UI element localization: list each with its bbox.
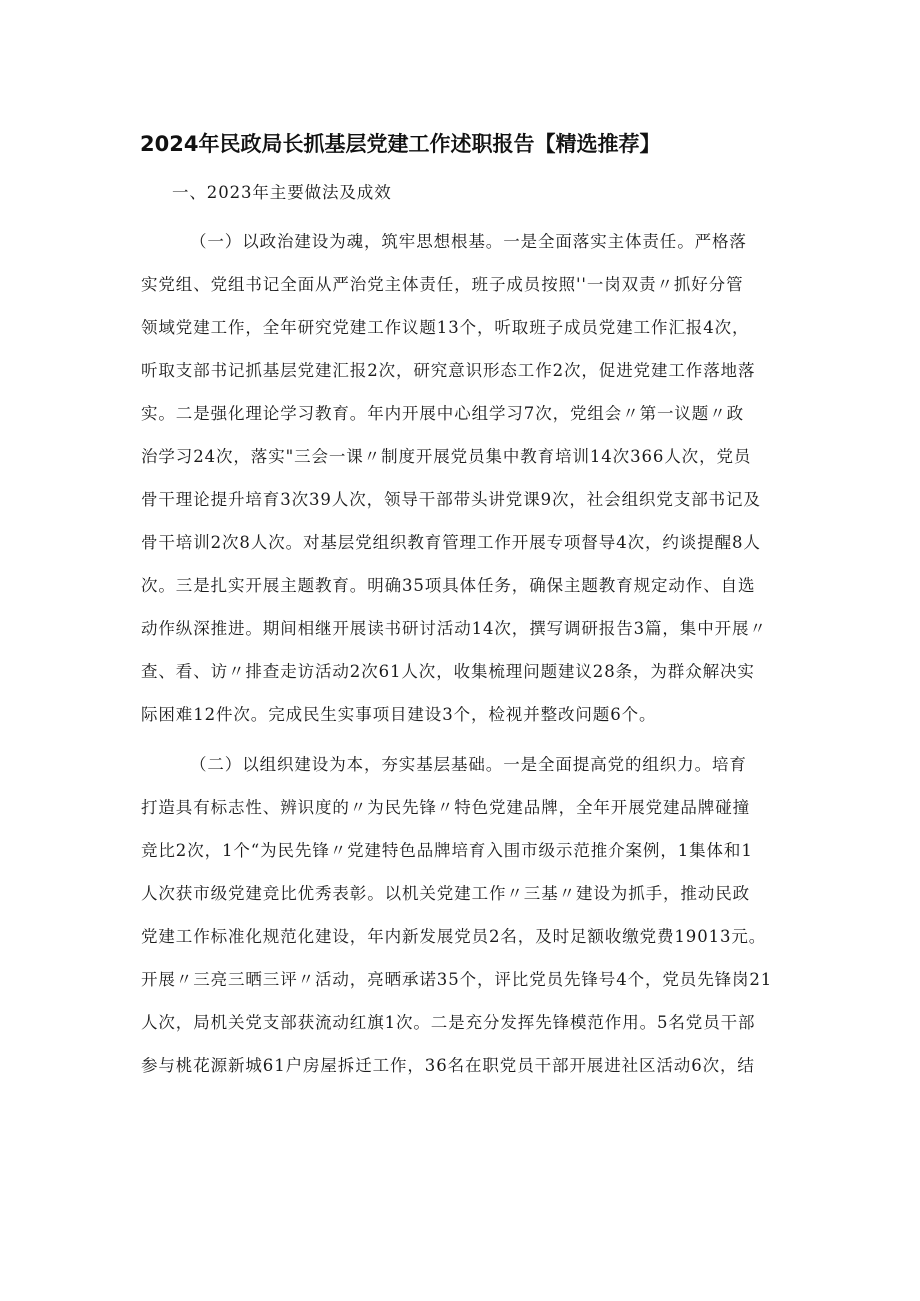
paragraph-line: 领域党建工作，全年研究党建工作议题13个，听取班子成员党建工作汇报4次， xyxy=(141,318,750,337)
paragraph-line: 次。三是扎实开展主题教育。明确35项具体任务，确保主题教育规定动作、自选 xyxy=(141,576,756,595)
paragraph-line: 人次获市级党建竞比优秀表彰。以机关党建工作〃三基〃建设为抓手，推动民政 xyxy=(141,884,750,903)
paragraph-line: 打造具有标志性、辨识度的〃为民先锋〃特色党建品牌，全年开展党建品牌碰撞 xyxy=(141,798,750,817)
paragraph-line: 骨干理论提升培育3次39人次，领导干部带头讲党课9次，社会组织党支部书记及 xyxy=(141,490,761,509)
paragraph-line: 治学习24次，落实"三会一课〃制度开展党员集中教育培训14次366人次，党员 xyxy=(141,447,752,466)
paragraph-line: 参与桃花源新城61户房屋拆迁工作，36名在职党员干部开展进社区活动6次，结 xyxy=(141,1056,755,1075)
paragraph-line: 骨干培训2次8人次。对基层党组织教育管理工作开展专项督导4次，约谈提醒8人 xyxy=(141,533,761,552)
paragraph-line: （二）以组织建设为本，夯实基层基础。一是全面提高党的组织力。培育 xyxy=(190,755,747,774)
paragraph-line: 际困难12件次。完成民生实事项目建设3个，检视并整改问题6个。 xyxy=(141,705,657,724)
paragraph-line: （一）以政治建设为魂，筑牢思想根基。一是全面落实主体责任。严格落 xyxy=(190,232,747,251)
paragraph-line: 竞比2次，1个“为民先锋〃党建特色品牌培育入围市级示范推介案例，1集体和1 xyxy=(141,841,753,860)
paragraph-line: 开展〃三亮三晒三评〃活动，亮晒承诺35个，评比党员先锋号4个，党员先锋岗21 xyxy=(141,970,773,989)
paragraph-line: 查、看、访〃排查走访活动2次61人次，收集梳理问题建议28条，为群众解决实 xyxy=(141,662,755,681)
document-title: 2024年民政局长抓基层党建工作述职报告【精选推荐】 xyxy=(140,132,661,156)
section-heading: 一、2023年主要做法及成效 xyxy=(172,183,392,202)
paragraph-line: 人次，局机关党支部获流动红旗1次。二是充分发挥先锋模范作用。5名党员干部 xyxy=(141,1013,756,1032)
paragraph-line: 实。二是强化理论学习教育。年内开展中心组学习7次，党组会〃第一议题〃政 xyxy=(141,404,744,423)
paragraph-line: 实党组、党组书记全面从严治党主体责任，班子成员按照''一岗双责〃抓好分管 xyxy=(141,275,744,294)
paragraph-line: 听取支部书记抓基层党建汇报2次，研究意识形态工作2次，促进党建工作落地落 xyxy=(141,361,756,380)
paragraph-line: 党建工作标准化规范化建设，年内新发展党员2名，及时足额收缴党费19013元。 xyxy=(141,927,767,946)
paragraph-line: 动作纵深推进。期间相继开展读书研讨活动14次，撰写调研报告3篇，集中开展〃 xyxy=(141,619,767,638)
